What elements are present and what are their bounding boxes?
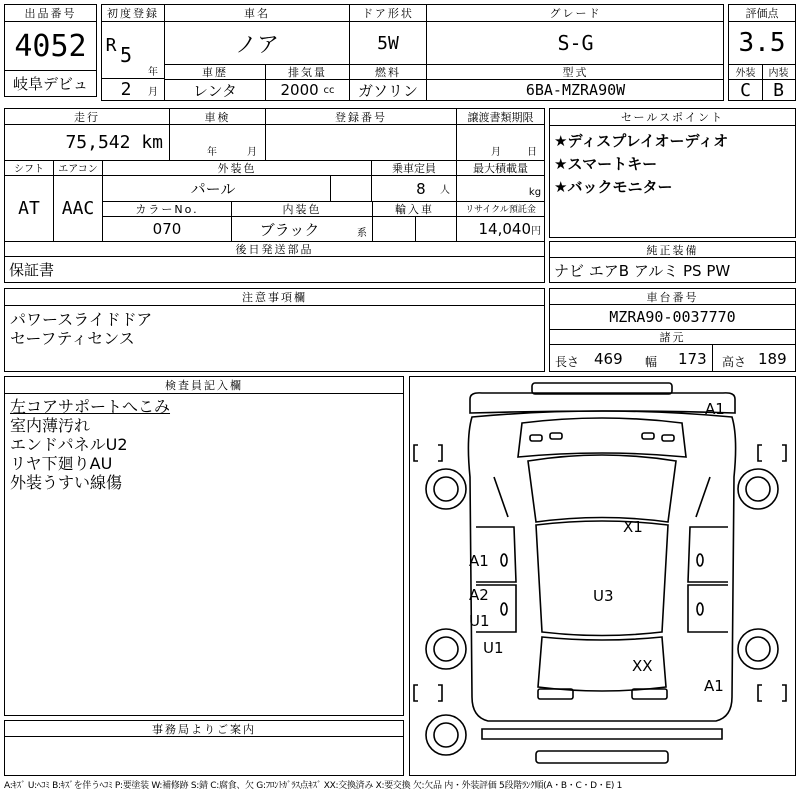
office-box	[4, 720, 404, 776]
caution-line: セーフティセンス	[10, 329, 135, 348]
color-no-label: カラーNo.	[103, 201, 231, 217]
inspector-line: リヤ下廻りAU	[10, 454, 113, 473]
capacity-value	[372, 176, 456, 201]
reg-year: 5	[119, 43, 133, 67]
equipment-box	[549, 241, 796, 283]
inspection-label: 車検	[170, 109, 265, 125]
history-value: レンタ	[192, 81, 238, 100]
later-parts-value: 保証書	[9, 261, 55, 279]
load-unit: kg	[528, 186, 542, 198]
specs-box	[4, 108, 545, 283]
damage-mark: XX	[632, 657, 653, 675]
lot-note: 岐阜デビュ	[12, 75, 88, 93]
inspector-line: エンドパネルU2	[10, 435, 128, 454]
legend-text: A:ｷｽﾞ U:ﾍｺﾐ B:ｷｽﾞを伴うﾍｺﾐ P:要塗装 W:補修跡 S:錆 C:腐食、欠 G:ﾌﾛﾝﾄｶﾞﾗｽ点ｷｽﾞ XX:交換済み X:要交換 欠:欠品 内・外装評価 5段階ﾗﾝｸ順(A・B・C・D・E) 1	[4, 781, 623, 791]
height-value: 189	[758, 350, 787, 368]
inspector-line: 左コアサポートへこみ	[10, 397, 171, 416]
recycle-label: リサイクル預託金	[457, 201, 544, 217]
grade-value: S-G	[557, 31, 594, 55]
inspector-line: 外装うすい線傷	[10, 473, 123, 492]
int-color-label: 内装色	[232, 201, 372, 217]
model-value: 6BA-MZRA90W	[525, 81, 626, 99]
name-label: 車名	[165, 5, 349, 22]
mileage-label: 走行	[5, 109, 169, 125]
ext-color-label: 外装色	[103, 160, 371, 176]
recycle-number: 14,040	[478, 220, 531, 238]
int-label: 内装	[762, 64, 795, 80]
chassis-box	[549, 288, 796, 372]
lot-number: 4052	[14, 28, 87, 64]
ext-score: C	[740, 80, 751, 100]
length-value: 469	[594, 350, 623, 368]
damage-mark: X1	[623, 518, 643, 536]
first-reg-label: 初度登録	[102, 5, 164, 22]
displacement-unit: cc	[323, 84, 335, 96]
model-label: 型式	[427, 64, 724, 80]
ext-color-value: パール	[190, 180, 236, 198]
int-score: B	[773, 80, 784, 100]
grade-label: グレード	[427, 5, 724, 22]
inspector-line: 室内薄汚れ	[10, 416, 91, 435]
displacement-number: 2000	[280, 81, 319, 99]
selling-point: ★ディスプレイオーディオ	[554, 132, 729, 150]
displacement-label: 排気量	[266, 64, 349, 80]
office-label: 事務局よりご案内	[5, 721, 403, 737]
capacity-unit: 人	[440, 185, 450, 196]
insp-month-unit: 月	[247, 146, 257, 157]
selling-point: ★バックモニター	[554, 178, 673, 196]
lot-box	[4, 4, 97, 97]
reg-month: 2	[120, 79, 132, 100]
height-label: 高さ	[722, 355, 747, 369]
month-unit: 月	[148, 86, 158, 98]
score-value: 3.5	[738, 28, 786, 58]
recycle-unit: 円	[531, 225, 541, 237]
shift-label: シフト	[5, 160, 53, 176]
inspector-box	[4, 376, 404, 716]
load-label: 最大積載量	[457, 160, 544, 176]
damage-mark: U1	[469, 612, 490, 630]
damage-mark: A1	[705, 400, 725, 418]
length-label: 長さ	[555, 355, 580, 369]
car-outline-svg	[410, 377, 795, 775]
caution-box	[4, 288, 545, 372]
damage-diagram	[409, 376, 796, 776]
equipment-value: ナビ エアB アルミ PS PW	[554, 262, 731, 280]
insp-year-unit: 年	[207, 146, 217, 157]
door-label: ドア形状	[350, 5, 426, 22]
caution-line: パワースライドドア	[10, 310, 153, 329]
ext-label: 外装	[729, 64, 762, 80]
score-box	[728, 4, 796, 101]
transfer-label: 譲渡書類期限	[457, 109, 544, 125]
equipment-label: 純正装備	[550, 242, 795, 258]
capacity-label: 乗車定員	[372, 160, 456, 176]
transfer-day-unit: 日	[527, 146, 537, 157]
int-color-value: ブラック	[259, 220, 320, 239]
reg-no-label: 登録番号	[266, 109, 456, 125]
capacity-number: 8	[416, 179, 426, 198]
damage-mark: U1	[483, 639, 504, 657]
mileage-value	[5, 125, 169, 160]
caution-label: 注意事項欄	[5, 289, 544, 306]
inspector-label: 検査員記入欄	[5, 377, 403, 394]
color-no-value: 070	[152, 220, 182, 238]
displacement-value	[266, 80, 349, 100]
import-label: 輸入車	[373, 201, 456, 217]
chassis-value: MZRA90-0037770	[609, 308, 736, 326]
selling-point: ★スマートキー	[554, 155, 658, 173]
damage-mark: A2	[469, 586, 489, 604]
era: R	[105, 35, 117, 55]
vehicle-header-box	[101, 4, 724, 101]
damage-mark: U3	[593, 587, 614, 605]
transfer-month-unit: 月	[491, 146, 501, 157]
recycle-value	[457, 217, 544, 241]
fuel-label: 燃料	[350, 64, 426, 80]
int-color-unit: 系	[357, 227, 367, 239]
width-value: 173	[678, 350, 707, 368]
mileage-unit: km	[141, 132, 163, 153]
chassis-label: 車台番号	[550, 289, 795, 305]
damage-mark: A1	[704, 677, 724, 695]
fuel-value: ガソリン	[357, 81, 418, 100]
damage-mark: A1	[469, 552, 489, 570]
door-value: 5W	[377, 32, 399, 54]
ac-label: エアコン	[54, 160, 102, 176]
selling-points-box	[549, 108, 796, 238]
later-parts-label: 後日発送部品	[5, 241, 544, 257]
shift-value: AT	[18, 198, 40, 219]
year-unit: 年	[148, 66, 158, 77]
score-label: 評価点	[729, 5, 795, 22]
lot-label: 出品番号	[5, 5, 96, 22]
mileage-number: 75,542	[65, 132, 131, 153]
selling-label: セールスポイント	[550, 109, 795, 126]
dims-label: 諸元	[550, 329, 795, 345]
car-name: ノア	[234, 32, 279, 58]
history-label: 車歴	[165, 64, 265, 80]
width-label: 幅	[645, 355, 658, 369]
ac-value: AAC	[61, 198, 95, 219]
